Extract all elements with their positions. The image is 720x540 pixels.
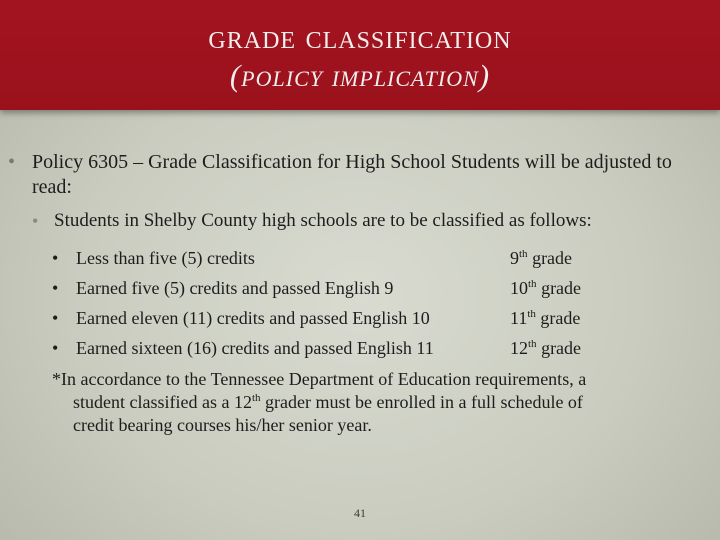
row-grade: 10th grade <box>510 278 582 298</box>
slide-title: grade classification <box>208 19 512 56</box>
row-description: Earned five (5) credits and passed English 9 <box>76 278 394 298</box>
row-description: Less than five (5) credits <box>76 248 255 268</box>
slide-subtitle: (policy implication) <box>229 58 491 93</box>
classification-row <box>52 245 672 271</box>
main-bullet <box>8 150 698 200</box>
footnote-line: student classified as a 12th grader must be enrolled in a full schedule of <box>73 392 583 412</box>
bullet-icon: • <box>8 151 16 173</box>
row-grade: 9th grade <box>510 248 573 268</box>
classification-row <box>52 275 672 301</box>
classification-row <box>52 335 672 361</box>
sub-bullet <box>32 209 712 233</box>
bullet-icon: • <box>52 338 59 358</box>
bullet-icon: • <box>52 308 59 328</box>
row-grade: 11th grade <box>510 308 581 328</box>
footnote <box>52 368 702 437</box>
row-description: Earned eleven (11) credits and passed English 10 <box>76 308 430 328</box>
main-bullet-text: Policy 6305 – Grade Classification for High School Students will be adjusted to read: <box>32 151 672 198</box>
classification-row <box>52 305 672 331</box>
bullet-icon: • <box>52 248 59 268</box>
sub-bullet-text: Students in Shelby County high schools are to be classified as follows: <box>54 210 592 231</box>
bullet-icon: • <box>52 278 59 298</box>
row-description: Earned sixteen (16) credits and passed English 11 <box>76 338 434 358</box>
page-number: 41 <box>354 506 366 520</box>
bullet-icon: • <box>32 211 39 231</box>
row-grade: 12th grade <box>510 338 582 358</box>
footnote-line: credit bearing courses his/her senior year. <box>73 415 372 435</box>
footnote-line: *In accordance to the Tennessee Department of Education requirements, a <box>52 369 587 389</box>
